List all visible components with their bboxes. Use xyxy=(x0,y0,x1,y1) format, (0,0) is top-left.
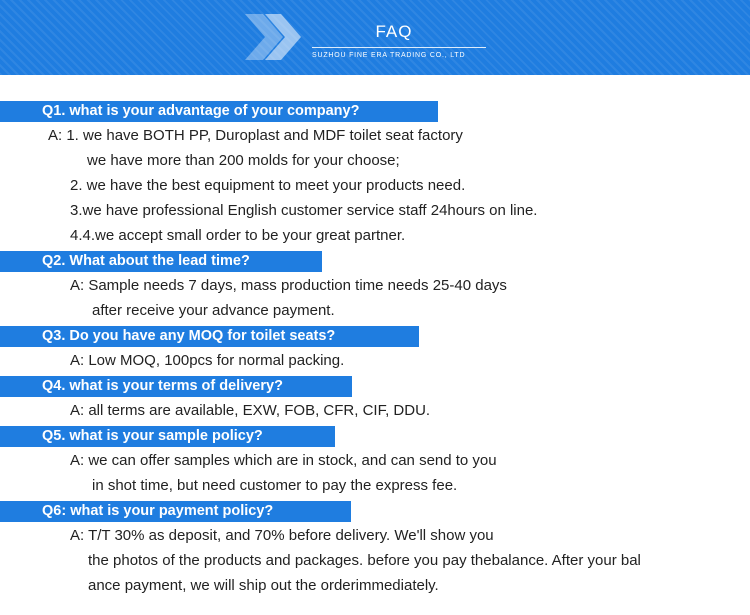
faq-answer-line: A: all terms are available, EXW, FOB, CFR, CIF, DDU. xyxy=(70,402,431,419)
faq-question-3: Q3. Do you have any MOQ for toilet seats? xyxy=(0,326,419,347)
faq-answer-line: A: T/T 30% as deposit, and 70% before delivery. We'll show you xyxy=(70,527,494,544)
faq-answer-line: in shot time, but need customer to pay the express fee. xyxy=(92,477,458,494)
faq-answer-line: A: 1. we have BOTH PP, Duroplast and MDF toilet seat factory xyxy=(48,127,463,144)
banner-subtitle: SUZHOU FINE ERA TRADING CO., LTD xyxy=(312,52,466,59)
faq-answer-line: after receive your advance payment. xyxy=(92,302,335,319)
faq-answer-line: ance payment, we will ship out the orderimmediately. xyxy=(88,577,439,594)
faq-answer-line: A: Low MOQ, 100pcs for normal packing. xyxy=(70,352,345,369)
faq-question-1: Q1. what is your advantage of your company? xyxy=(0,101,438,122)
banner-title: FAQ xyxy=(375,22,413,41)
faq-question-5: Q5. what is your sample policy? xyxy=(0,426,335,447)
banner-divider xyxy=(312,47,486,48)
faq-answer-line: 2. we have the best equipment to meet your products need. xyxy=(70,177,466,194)
faq-question-6: Q6: what is your payment policy? xyxy=(0,501,351,522)
faq-answer-line: the photos of the products and packages. before you pay thebalance. After your bal xyxy=(88,552,641,569)
faq-answer-line: A: we can offer samples which are in stock, and can send to you xyxy=(70,452,497,469)
faq-question-4: Q4. what is your terms of delivery? xyxy=(0,376,352,397)
faq-answer-line: we have more than 200 molds for your choose; xyxy=(87,152,400,169)
faq-answer-line: A: Sample needs 7 days, mass production time needs 25-40 days xyxy=(70,277,507,294)
faq-answer-line: 4.4.we accept small order to be your great partner. xyxy=(70,227,406,244)
faq-banner xyxy=(0,0,750,75)
faq-question-2: Q2. What about the lead time? xyxy=(0,251,322,272)
faq-answer-line: 3.we have professional English customer service staff 24hours on line. xyxy=(70,202,538,219)
